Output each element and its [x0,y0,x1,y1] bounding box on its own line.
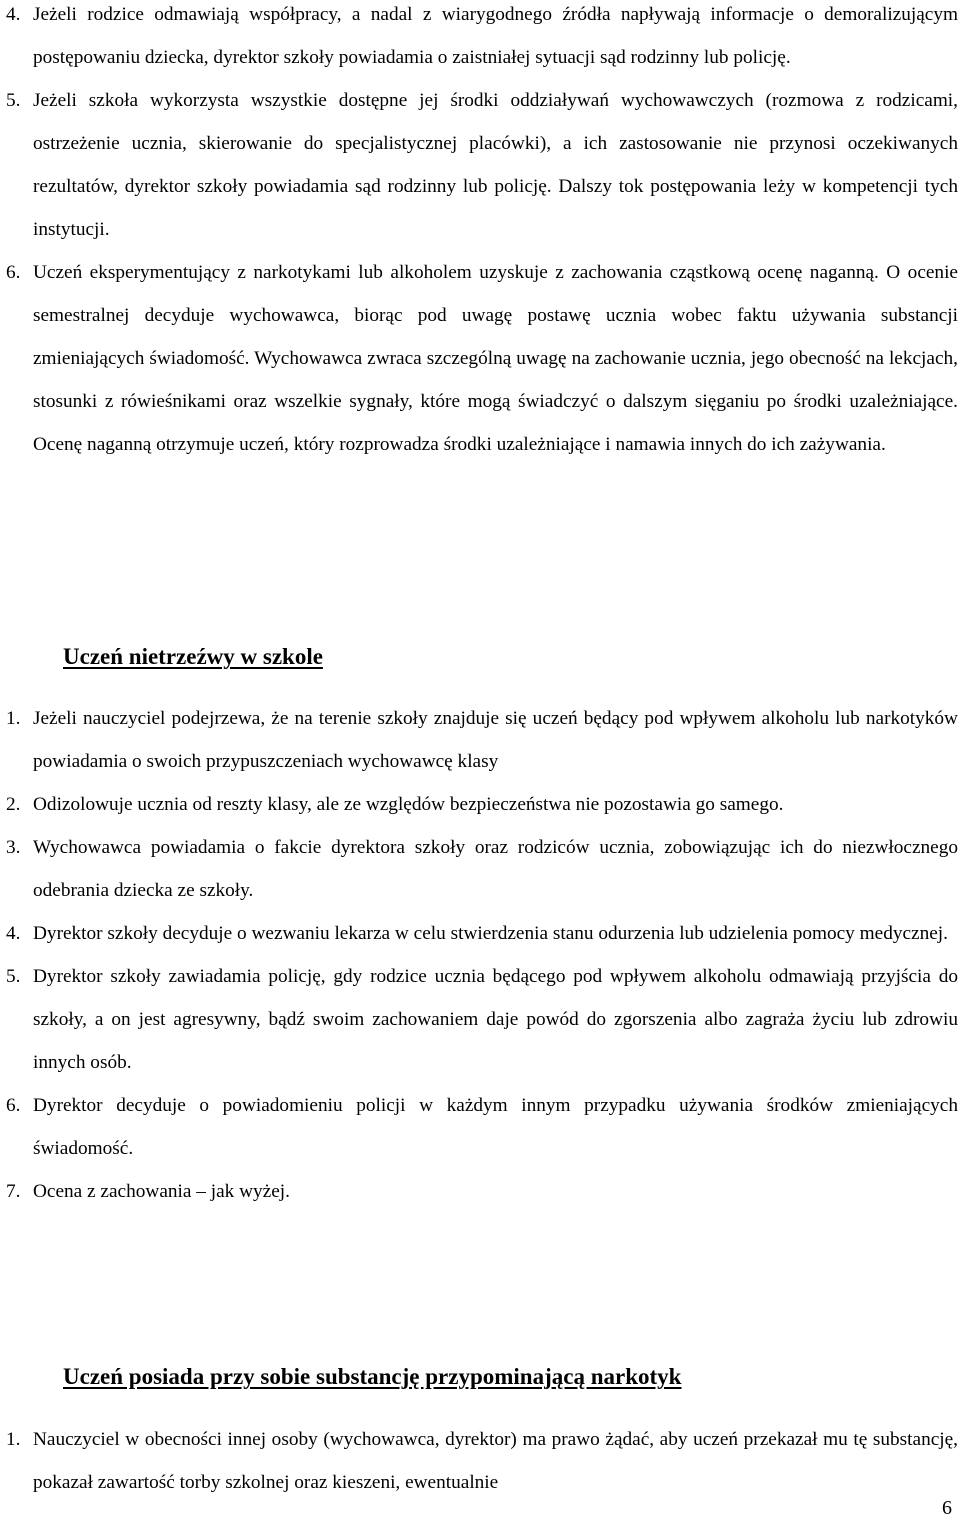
list-item [0,79,960,251]
item-text: Odizolowuje ucznia od reszty klasy, ale ze względów bezpieczeństwa nie pozostawia go samego. [33,794,784,815]
list-item [0,1418,960,1504]
list-block-1 [0,0,960,466]
list-item [0,783,960,826]
item-number: 4. [6,923,21,944]
list-block-2 [0,697,960,1213]
item-number: 5. [6,90,21,111]
item-number: 7. [6,1181,21,1202]
list-item [0,826,960,912]
item-number: 6. [6,1095,21,1116]
list-item [0,0,960,79]
item-text: Wychowawca powiadamia o fakcie dyrektora szkoły oraz rodziców ucznia, zobowiązując ich do niezwłocznego odebrania dziecka ze szkoły. [33,837,958,901]
list-item [0,251,960,466]
list-item [0,955,960,1084]
item-number: 4. [6,4,21,25]
item-number: 6. [6,262,21,283]
list-item [0,697,960,783]
list-item [0,912,960,955]
item-number: 2. [6,794,21,815]
item-text: Dyrektor decyduje o powiadomieniu policji w każdym innym przypadku używania środków zmieniających świadomość. [33,1095,958,1159]
item-text: Dyrektor szkoły decyduje o wezwaniu lekarza w celu stwierdzenia stanu odurzenia lub udzielenia pomocy medycznej. [33,923,948,944]
item-text: Jeżeli rodzice odmawiają współpracy, a nadal z wiarygodnego źródła napływają informacje o demoralizującym postępowaniu dziecka, dyrektor szkoły powiadamia o zaistniałej sytuacji sąd rodzinny lub policję. [33,4,958,68]
item-number: 1. [6,708,21,729]
item-text: Uczeń eksperymentujący z narkotykami lub alkoholem uzyskuje z zachowania cząstkową ocenę naganną. O ocenie semestralnej decyduje wychowawca, biorąc pod uwagę postawę ucznia wobec faktu używania substancji zmieniających świadomość. Wychowawca zwraca szczególną uwagę na zachowanie ucznia, jego obecność na lekcjach, stosunki z rówieśnikami oraz wszelkie sygnały, które mogą świadczyć o dalszym sięganiu po środki uzależniające. Ocenę naganną otrzymuje uczeń, który rozprowadza środki uzależniające i namawia innych do ich zażywania. [33,262,958,455]
item-number: 1. [6,1429,21,1450]
item-number: 3. [6,837,21,858]
list-item [0,1170,960,1213]
item-text: Jeżeli nauczyciel podejrzewa, że na terenie szkoły znajduje się uczeń będący pod wpływem alkoholu lub narkotyków powiadamia o swoich przypuszczeniach wychowawcę klasy [33,708,958,772]
list-item [0,1084,960,1170]
section-heading: Uczeń posiada przy sobie substancję przypominającą narkotyk [63,1364,682,1389]
section-heading: Uczeń nietrzeźwy w szkole [63,644,323,669]
item-text: Ocena z zachowania – jak wyżej. [33,1181,290,1202]
item-text: Dyrektor szkoły zawiadamia policję, gdy rodzice ucznia będącego pod wpływem alkoholu odmawiają przyjścia do szkoły, a on jest agresywny, bądź swoim zachowaniem daje powód do zgorszenia albo zagraża życiu lub zdrowiu innych osób. [33,966,958,1073]
page-number: 6 [942,1497,952,1519]
list-block-3 [0,1418,960,1504]
item-text: Nauczyciel w obecności innej osoby (wychowawca, dyrektor) ma prawo żądać, aby uczeń przekazał mu tę substancję, pokazał zawartość torby szkolnej oraz kieszeni, ewentualnie [33,1429,958,1493]
item-text: Jeżeli szkoła wykorzysta wszystkie dostępne jej środki oddziaływań wychowawczych (rozmowa z rodzicami, ostrzeżenie ucznia, skierowanie do specjalistycznej placówki), a ich zastosowanie nie przynosi oczekiwanych rezultatów, dyrektor szkoły powiadamia sąd rodzinny lub policję. Dalszy tok postępowania leży w kompetencji tych instytucji. [33,90,958,240]
item-number: 5. [6,966,21,987]
